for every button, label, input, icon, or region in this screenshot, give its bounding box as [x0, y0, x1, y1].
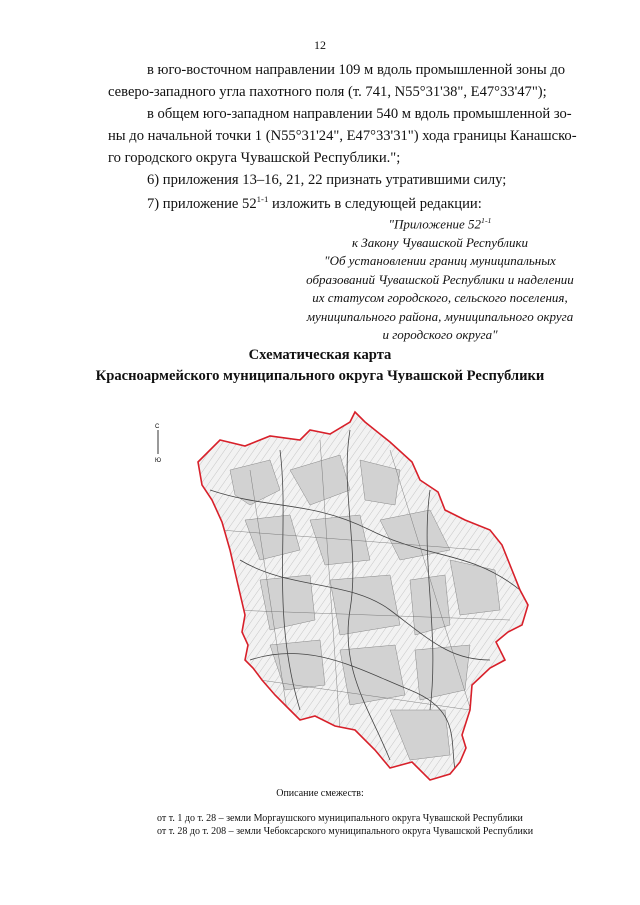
item-7-sup: 1-1 — [256, 194, 269, 204]
appendix-line: их статусом городского, сельского поселения, — [312, 290, 568, 306]
item-7-line — [147, 194, 596, 213]
appendix-title: "Приложение 52$^{1-1}$ — [388, 216, 492, 232]
map-heading-line1: Схематическая карта — [248, 347, 392, 363]
text-line-4: ны до начальной точки 1 (N55°31'24", E47°33'31") хода границы Канашско- — [108, 128, 577, 144]
appendix-line: муниципального района, муниципального округа — [306, 308, 574, 324]
item-7-suffix: изложить в следующей редакции: — [268, 195, 482, 212]
map-heading — [0, 345, 640, 387]
appendix-line: и городского округа" — [382, 327, 498, 343]
adjacency-caption: Описание смежеств: — [276, 788, 364, 799]
item-7-prefix: 7) приложение 52 — [147, 195, 257, 212]
page-number: 12 — [314, 38, 326, 52]
north-label: С — [155, 424, 160, 430]
adjacency-line-2: от т. 28 до т. 208 – земли Чебоксарского муниципального округа Чувашской Республики — [157, 826, 534, 837]
text-line-2: северо-западного угла пахотного поля (т. 741, N55°31'38", E47°33'47"); — [108, 84, 547, 100]
appendix-block — [280, 212, 600, 345]
appendix-line: к Закону Чувашской Республики — [351, 234, 529, 250]
map-heading-line2: Красноармейского муниципального округа Чувашской Республики — [95, 368, 545, 384]
text-line-3: в общем юго-западном направлении 540 м вдоль промышленной зо- — [147, 106, 572, 122]
item-6-line: 6) приложения 13–16, 21, 22 признать утратившими силу; — [147, 172, 507, 188]
text-line-5: го городского округа Чувашской Республики."; — [108, 150, 401, 166]
adjacency-line-1: от т. 1 до т. 28 – земли Моргаушского муниципального округа Чувашской Республики — [157, 813, 523, 824]
text-line-1: в юго-восточном направлении 109 м вдоль промышленной зоны до — [147, 62, 566, 78]
district-map — [150, 410, 550, 790]
south-label: Ю — [155, 458, 162, 464]
appendix-line: "Об установлении границ муниципальных — [324, 253, 556, 269]
appendix-line: образований Чувашской Республики и наделении — [306, 271, 574, 287]
